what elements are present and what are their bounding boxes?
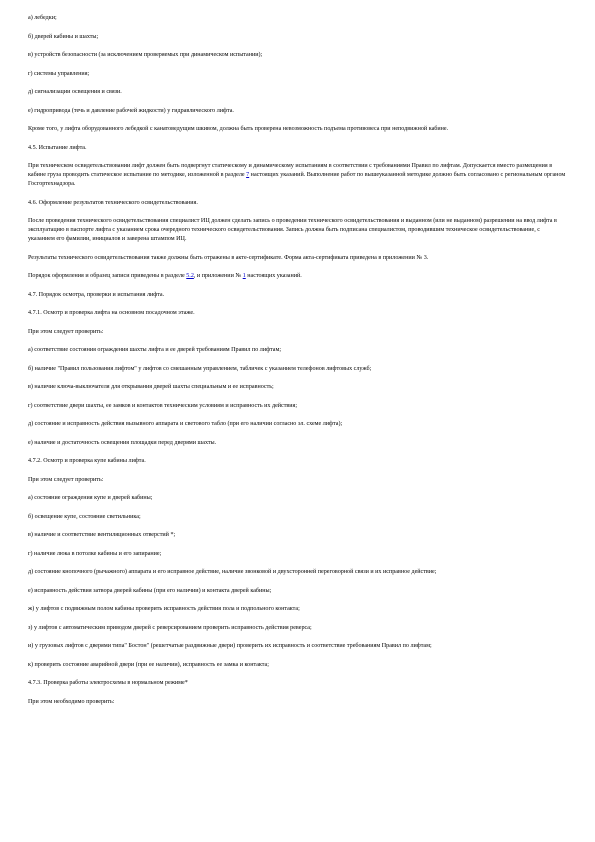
- paragraph: После проведения технического освидетельствования специалист ИЦ должен сделать запись о проведении технического освидетельствования и выданном (или не выданном) разрешении на ввод лифта в эксплуатацию в паспорте лифта с указанием срока очередного технического освидетельствования. Запись должна быть подписана специалистом, проводившим техническое освидетельствование, с указанием его фамилии, инициалов и заверена штампом ИЦ.: [28, 218, 557, 242]
- paragraph: и) у грузовых лифтов с дверями типа" Бостон" (решетчатые раздвижные двери) проверить их исправность и соответствие требованиям Правил по лифтам;: [28, 643, 432, 649]
- section-link[interactable]: 5.2: [186, 273, 194, 279]
- paragraph: 4.5. Испытание лифта.: [28, 144, 87, 151]
- paragraph: в) наличие ключа-выключателя для открывания дверей шахты специальным и ее исправность;: [28, 384, 274, 390]
- section-link[interactable]: 7: [246, 172, 250, 178]
- paragraph: д) сигнализации освещения и связи.: [28, 89, 122, 95]
- paragraph: в) наличие и соответствие вентиляционных отверстий *;: [28, 532, 176, 538]
- paragraph: При этом следует проверить:: [28, 476, 104, 483]
- paragraph: Результаты технического освидетельствования также должны быть отражены в акте-сертификате. Форма акта-сертификата приведена в приложении № 3.: [28, 254, 429, 261]
- paragraph: При техническом освидетельствовании лифт должен быть подвергнут статическому и динамическому испытаниям в соответствии с требованиями Правил по лифтам. Допускается вместо размещения в кабине груза проводить статическое испытание по методике, изложенной в разделе 7 настоящих указаний. Выполнение работ по вышеуказанной методике должно быть согласовано с региональным органом Госгортехнадзора.: [28, 163, 566, 187]
- paragraph: 4.7.1. Осмотр и проверка лифта на основном посадочном этаже.: [28, 310, 195, 316]
- paragraph: з) у лифтов с автоматическим приводом дверей с реверсированием проверить исправность действия реверса;: [28, 624, 312, 631]
- section-link[interactable]: 1: [242, 273, 246, 279]
- paragraph: г) системы управления;: [28, 70, 90, 77]
- paragraph: е) исправность действия затвора дверей кабины (при его наличии) и контакта дверей кабины;: [28, 587, 272, 594]
- paragraph: е) гидропривода (течь и давление рабочей жидкости) у гидравлического лифта.: [28, 107, 234, 114]
- paragraph: 4.7. Порядок осмотра, проверки и испытания лифта.: [28, 291, 165, 298]
- paragraph: в) устройств безопасности (за исключением проверяемых при динамическом испытании);: [28, 52, 263, 58]
- paragraph: ж) у лифтов с подвижным полом кабины проверить исправность действия пола и подпольного контакта;: [28, 606, 300, 612]
- paragraph: 4.6. Оформление результатов технического освидетельствования.: [28, 199, 198, 206]
- paragraph: г) наличие люка в потолке кабины и его запирание;: [28, 550, 162, 557]
- paragraph: д) состояние кнопочного (рычажного) аппарата и его исправное действие, наличие звонковой и двухсторонней переговорной связи и их исправное действие;: [28, 569, 437, 575]
- paragraph: При этом следует проверить:: [28, 328, 104, 335]
- paragraph: г) соответствие двери шахты, ее замков и контактов техническим условиям и исправность их действия;: [28, 402, 298, 409]
- paragraph: б) освещение купе, состояние светильника;: [28, 513, 141, 520]
- paragraph: б) наличие "Правил пользования лифтом" у лифтов со смешанным управлением, табличек с указанием телефонов лифтовых служб;: [28, 365, 372, 372]
- paragraph: а) лебедки;: [28, 15, 57, 21]
- paragraph: а) соответствие состояния ограждения шахты лифта и ее дверей требованиям Правил по лифтам;: [28, 347, 282, 353]
- paragraph: б) дверей кабины и шахты;: [28, 33, 99, 40]
- paragraph: а) состояние ограждения купе и дверей кабины;: [28, 495, 153, 501]
- paragraph: Порядок оформления и образец записи приведены в разделе 5.2, и приложении № 1 настоящих указаний.: [28, 273, 302, 279]
- paragraph: 4.7.2. Осмотр и проверка купе кабины лифта.: [28, 458, 146, 464]
- paragraph: 4.7.3. Проверка работы электросхемы в нормальном режиме*: [28, 680, 188, 686]
- paragraph: При этом необходимо проверить:: [28, 698, 115, 705]
- paragraph: к) проверить состояние аварийной двери (при ее наличии), исправность ее замка и контакта;: [28, 661, 269, 668]
- paragraph: Кроме того, у лифта оборудованного лебедкой с канатоведущим шкивом, должна быть проверена невозможность подъема противовеса при неподвижной кабине.: [28, 126, 449, 132]
- paragraph: е) наличие и достаточность освещения площадки перед дверями шахты.: [28, 439, 217, 446]
- paragraph: д) состояние и исправность действия вызывного аппарата и светового табло (при его наличии согласно эл. схеме лифта);: [28, 421, 343, 427]
